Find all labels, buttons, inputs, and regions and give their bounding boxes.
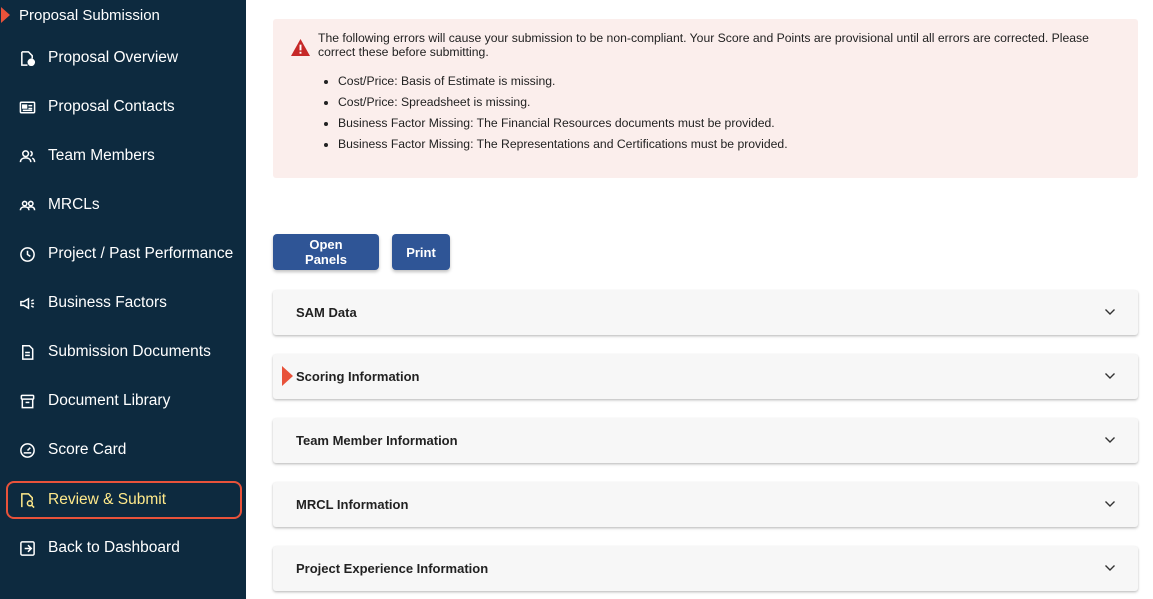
- sidebar-item-label: Review & Submit: [48, 491, 167, 508]
- panel-project-experience-information[interactable]: [273, 546, 1138, 591]
- chevron-down-icon: [1104, 372, 1116, 380]
- sidebar-item-label: Back to Dashboard: [48, 539, 180, 556]
- users-icon: [18, 147, 36, 165]
- sidebar-item-label: Document Library: [48, 392, 171, 409]
- panel-title: SAM Data: [296, 305, 357, 320]
- file-icon: [18, 343, 36, 361]
- open-panels-button[interactable]: Open Panels: [273, 234, 379, 270]
- error-item: • Cost/Price: Spreadsheet is missing.: [338, 92, 1118, 113]
- document-badge-icon: [18, 49, 36, 67]
- panel-sam-data[interactable]: [273, 290, 1138, 335]
- error-item: • Business Factor Missing: The Financial Resources documents must be provided.: [338, 113, 1118, 134]
- sidebar-item-label: Proposal Contacts: [48, 98, 175, 115]
- panel-title: Scoring Information: [296, 369, 420, 384]
- sidebar-item-label: Project / Past Performance: [48, 245, 234, 262]
- chevron-down-icon: [1104, 436, 1116, 444]
- panel-title: Project Experience Information: [296, 561, 489, 576]
- error-alert: [273, 19, 1138, 178]
- sidebar-header: [0, 4, 160, 26]
- panel-mrcl-information[interactable]: [273, 482, 1138, 527]
- sidebar-item-proposal-contacts[interactable]: [6, 88, 242, 126]
- warning-icon: [290, 38, 311, 57]
- clock-icon: [18, 245, 36, 263]
- exit-icon: [18, 539, 36, 557]
- panel-team-member-information[interactable]: [273, 418, 1138, 463]
- sidebar-item-business-factors[interactable]: [6, 284, 242, 322]
- section-marker-icon: [1, 7, 10, 23]
- sidebar-item-mrcls[interactable]: [6, 186, 242, 224]
- print-button[interactable]: Print: [392, 234, 450, 270]
- sidebar-header-label: Proposal Submission: [19, 6, 160, 24]
- megaphone-icon: [18, 294, 36, 312]
- chevron-down-icon: [1104, 564, 1116, 572]
- sidebar-item-label: Team Members: [48, 147, 155, 164]
- chevron-down-icon: [1104, 308, 1116, 316]
- archive-icon: [18, 392, 36, 410]
- attention-marker-icon: [282, 366, 293, 386]
- sidebar-item-review-submit[interactable]: [6, 481, 242, 519]
- sidebar-item-project-past-performance[interactable]: [6, 235, 242, 273]
- id-card-icon: [18, 98, 36, 116]
- alert-message: The following errors will cause your submission to be non-compliant. Your Score and Points are provisional until all errors are corrected. Please correct these before submitting.: [318, 31, 1089, 59]
- sidebar-item-proposal-overview[interactable]: [6, 39, 242, 77]
- user-group-icon: [18, 196, 36, 214]
- sidebar-item-label: Score Card: [48, 441, 127, 458]
- sidebar-item-label: MRCLs: [48, 196, 100, 213]
- sidebar-item-label: Proposal Overview: [48, 49, 179, 66]
- sidebar-item-label: Business Factors: [48, 294, 167, 311]
- error-item: • Cost/Price: Basis of Estimate is missing.: [338, 71, 1118, 92]
- sidebar-item-submission-documents[interactable]: [6, 333, 242, 371]
- sidebar-item-score-card[interactable]: [6, 431, 242, 469]
- panel-title: Team Member Information: [296, 433, 458, 448]
- main-content: [246, 0, 1153, 599]
- sidebar-item-label: Submission Documents: [48, 343, 211, 360]
- chevron-down-icon: [1104, 500, 1116, 508]
- panel-title: MRCL Information: [296, 497, 409, 512]
- sidebar-item-document-library[interactable]: [6, 382, 242, 420]
- sidebar-item-team-members[interactable]: [6, 137, 242, 175]
- panel-scoring-information[interactable]: [273, 354, 1138, 399]
- sidebar-item-back-to-dashboard[interactable]: [6, 529, 242, 567]
- error-item: • Business Factor Missing: The Representations and Certifications must be provided.: [338, 134, 1118, 155]
- document-search-icon: [18, 491, 36, 509]
- sidebar: [0, 0, 246, 599]
- gauge-icon: [18, 441, 36, 459]
- error-list: [338, 71, 1118, 155]
